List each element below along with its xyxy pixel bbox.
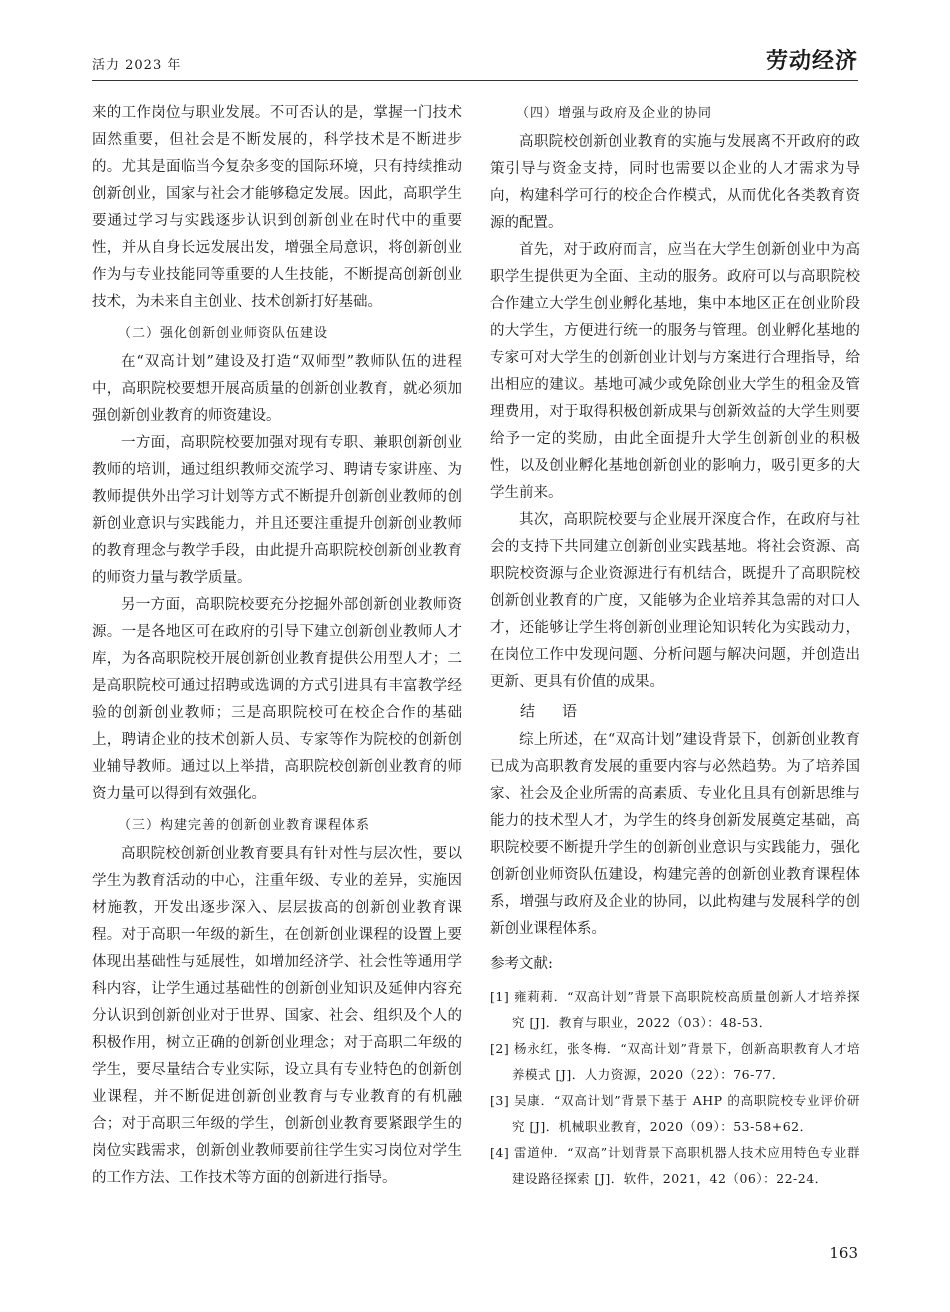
paragraph: 一方面，高职院校要加强对现有专职、兼职创新创业教师的培训，通过组织教师交流学习、聘请专家讲座、为教师提供外出学习计划等方式不断提升创新创业教师的创新创业意识与实践能力，并且还要注重提升创新创业教师的教育理念与教学手段，由此提升高职院校创新创业教育的师资力量与教学质量。 (92, 435, 462, 586)
paragraph: 其次，高职院校要与企业展开深度合作，在政府与社会的支持下共同建立创新创业实践基地。将社会资源、高职院校资源与企业资源进行有机结合，既提升了高职院校创新创业教育的广度，又能够为企业培养其急需的对口人才，还能够让学生将创新创业理论知识转化为实践动力，在岗位工作中发现问题、分析问题与解决问题，并创造出更新、更具有价值的成果。 (490, 512, 860, 690)
paragraph: 高职院校创新创业教育要具有针对性与层次性，要以学生为教育活动的中心，注重年级、专业的差异，实施因材施教，开发出逐步深入、层层拔高的创新创业教育课程。对于高职一年级的新生，在创新创业课程的设置上要体现出基础性与延展性，如增加经济学、社会性等通用学科内容，让学生通过基础性的创新创业知识及延伸内容充分认识到创新创业对于世界、国家、社会、组织及个人的积极作用，树立正确的创新创业理念；对于高职二年级的学生，要尽量结合专业实际，设立具有专业特色的创新创业课程，并不断促进创新创业教育与专业教育的有机融合；对于高职三年级的学生，创新创业教育要紧跟学生的岗位实践需求，创新创业教师要前往学生实习岗位对学生的工作方法、工作技术等方面的创新进行指导。 (92, 846, 462, 1186)
section-heading-3: （三）构建完善的创新创业教育课程体系 (118, 818, 371, 833)
header-rule (92, 80, 858, 81)
reference-item: [3] 吴康．“双高计划”背景下基于 AHP 的高职院校专业评价研究 [J]．机械职业教育，2020（09）：53-58+62． (490, 1093, 860, 1134)
right-column (490, 100, 860, 1192)
section-heading-4: （四）增强与政府及企业的协同 (516, 106, 713, 121)
reference-item: [4] 雷道仲．“双高”计划背景下高职机器人技术应用特色专业群建设路径探索 [J]．软件，2021，42（06）：22-24． (490, 1145, 860, 1186)
page-number: 163 (829, 1244, 858, 1262)
left-column (92, 100, 462, 1192)
conclusion-heading: 结 语 (520, 702, 584, 720)
reference-item: [2] 杨永红，张冬梅．“双高计划”背景下，创新高职教育人才培养模式 [J]．人力资源，2020（22）：76-77． (490, 1041, 860, 1082)
reference-item: [1] 雍莉莉．“双高计划”背景下高职院校高质量创新人才培养探究 [J]．教育与职业，2022（03）：48-53． (490, 989, 860, 1030)
section-heading-2: （二）强化创新创业师资队伍建设 (118, 326, 329, 341)
section-brand: 劳动经济 (765, 49, 858, 74)
paragraph: 在“双高计划”建设及打造“双师型”教师队伍的进程中，高职院校要想开展高质量的创新创业教育，就必须加强创新创业教育的师资建设。 (92, 354, 462, 424)
paragraph: 来的工作岗位与职业发展。不可否认的是，掌握一门技术固然重要，但社会是不断发展的，科学技术是不断进步的。尤其是面临当今复杂多变的国际环境，只有持续推动创新创业，国家与社会才能够稳定发展。因此，高职学生要通过学习与实践逐步认识到创新创业在时代中的重要性，并从自身长远发展出发，增强全局意识，将创新创业作为与专业技能同等重要的人生技能，不断提高创新创业技术，为未来自主创业、技术创新打好基础。 (92, 105, 462, 310)
paragraph: 另一方面，高职院校要充分挖掘外部创新创业教师资源。一是各地区可在政府的引导下建立创新创业教师人才库，为各高职院校开展创新创业教育提供公用型人才；二是高职院校可通过招聘或选调的方式引进具有丰富教学经验的创新创业教师；三是高职院校可在校企合作的基础上，聘请企业的技术创新人员、专家等作为院校的创新创业辅导教师。通过以上举措，高职院校创新创业教育的师资力量可以得到有效强化。 (92, 597, 462, 802)
paragraph: 综上所述，在“双高计划”建设背景下，创新创业教育已成为高职教育发展的重要内容与必然趋势。为了培养国家、社会及企业所需的高素质、专业化且具有创新思维与能力的技术型人才，为学生的终身创新发展奠定基础，高职院校要不断提升学生的创新创业意识与实践能力，强化创新创业师资队伍建设，构建完善的创新创业教育课程体系，增强与政府及企业的协同，以此构建与发展科学的创新创业课程体系。 (490, 732, 860, 937)
references-heading: 参考文献: (490, 956, 553, 972)
references-list (490, 984, 860, 1192)
page-header (92, 44, 858, 76)
paragraph: 高职院校创新创业教育的实施与发展离不开政府的政策引导与资金支持，同时也需要以企业的人才需求为导向，构建科学可行的校企合作模式，从而优化各类教育资源的配置。 (490, 134, 860, 231)
journal-issue: 活力 2023 年 (92, 58, 182, 73)
paragraph: 首先，对于政府而言，应当在大学生创新创业中为高职学生提供更为全面、主动的服务。政府可以与高职院校合作建立大学生创业孵化基地，集中本地区正在创业阶段的大学生，方便进行统一的服务与管理。创业孵化基地的专家可对大学生的创新创业计划与方案进行合理指导，给出相应的建议。基地可减少或免除创业大学生的租金及管理费用，对于取得积极创新成果与创新效益的大学生则要给予一定的奖励，由此全面提升大学生创新创业的积极性，以及创业孵化基地创新创业的影响力，吸引更多的大学生前来。 (490, 242, 860, 501)
